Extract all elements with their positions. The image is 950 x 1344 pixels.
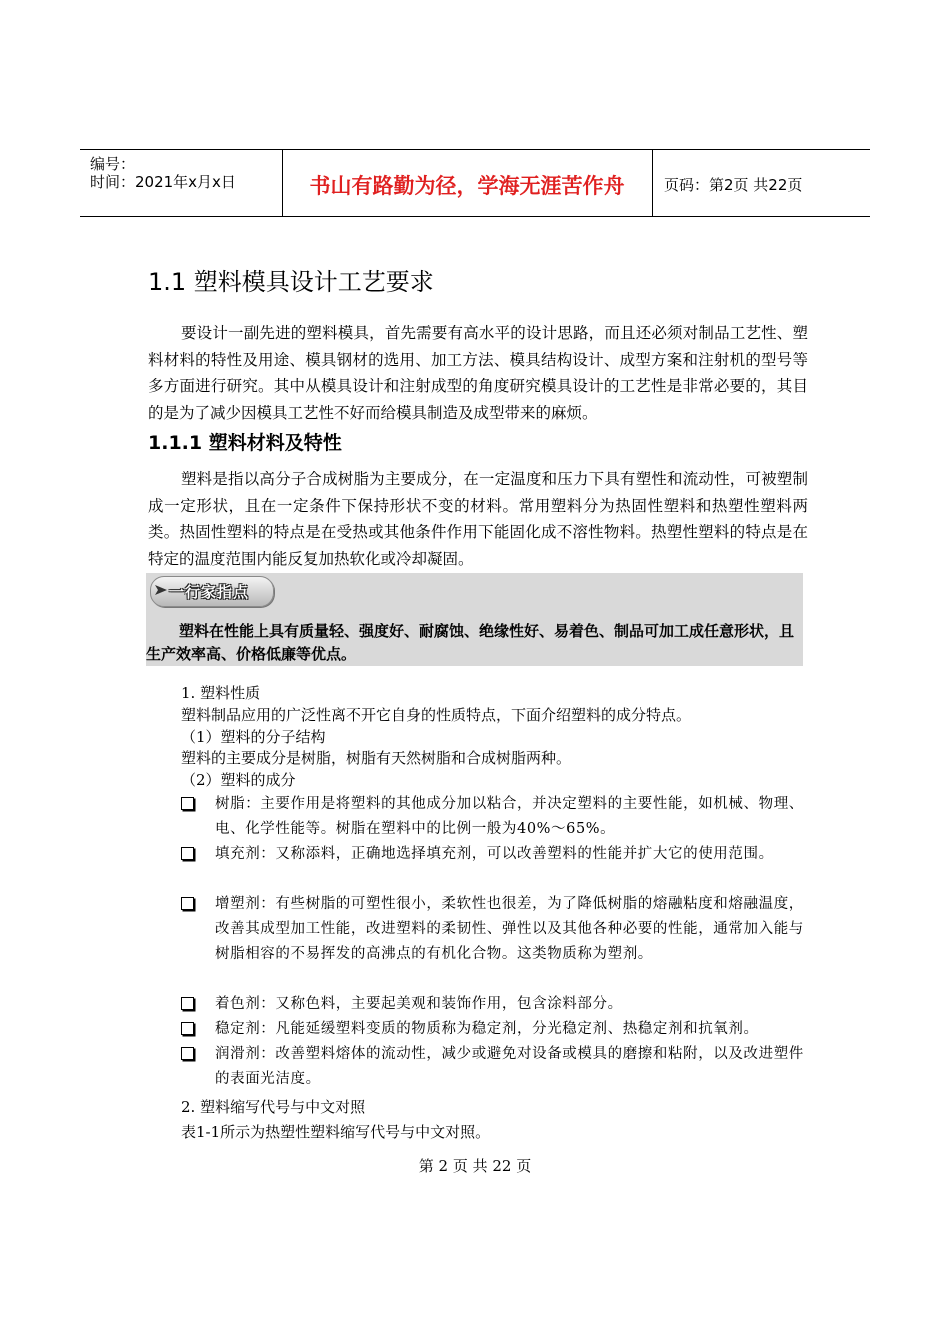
tip-callout xyxy=(146,573,803,666)
list-item-plasticizer: 增塑剂：有些树脂的可塑性很小，柔软性也很差，为了降低树脂的熔融粘度和熔融温度，改善其成型加工性能，改进塑料的柔韧性、弹性以及其他各种必要的性能，通常加入能与树脂相容的不易挥发的高沸点的有机化合物。这类物质称为塑剂。 xyxy=(215,896,804,962)
sub2-title: （2）塑料的成分 xyxy=(181,771,296,789)
tip-badge xyxy=(150,576,274,607)
sub1-title: （1）塑料的分子结构 xyxy=(181,728,326,746)
list-item-filler: 填充剂：又称添料，正确地选择填充剂，可以改善塑料的性能并扩大它的使用范围。 xyxy=(215,846,774,862)
doc-date: 时间：2021年x月x日 xyxy=(90,173,236,191)
section-intro-paragraph: 要设计一副先进的塑料模具，首先需要有高水平的设计思路，而且还必须对制品工艺性、塑料材料的特性及用途、模具钢材的选用、加工方法、模具结构设计、成型方案和注射机的型号等多方面进行研究。其中从模具设计和注射成型的角度研究模具设计的工艺性是非常必要的，其目的是为了减少因模具工艺性不好而给模具制造及成型带来的麻烦。 xyxy=(148,324,808,422)
list-item-resin: 树脂：主要作用是将塑料的其他成分加以粘合，并决定塑料的主要性能，如机械、物理、电、化学性能等。树脂在塑料中的比例一般为40%～65%。 xyxy=(215,796,804,837)
doc-number-label: 编号： xyxy=(90,155,136,173)
tip-text: 塑料在性能上具有质量轻、强度好、耐腐蚀、绝缘性好、易着色、制品可加工成任意形状，且生产效率高、价格低廉等优点。 xyxy=(146,622,795,663)
item2-desc: 表1-1所示为热塑性塑料缩写代号与中文对照。 xyxy=(181,1123,491,1141)
item1-title: 1. 塑料性质 xyxy=(181,684,261,702)
section-title: 1.1 塑料模具设计工艺要求 xyxy=(148,268,434,296)
list-item-colorant: 着色剂：又称色料，主要起美观和装饰作用，包含涂料部分。 xyxy=(215,996,623,1012)
checkbox-bullet-icon xyxy=(181,997,194,1010)
header-bottom-rule xyxy=(80,216,870,217)
header-page-code: 页码：第2页 共22页 xyxy=(664,176,803,194)
checkbox-bullet-icon xyxy=(181,1047,194,1060)
header-divider-2 xyxy=(652,149,653,217)
header-motto: 书山有路勤为径，学海无涯苦作舟 xyxy=(309,174,625,198)
checkbox-bullet-icon xyxy=(181,847,194,860)
list-item-stabilizer: 稳定剂：凡能延缓塑料变质的物质称为稳定剂，分光稳定剂、热稳定剂和抗氧剂。 xyxy=(215,1021,759,1037)
pointer-icon xyxy=(154,583,168,597)
header-top-rule xyxy=(80,149,870,150)
tip-badge-label: 一行家指点 xyxy=(169,583,250,601)
item1-desc: 塑料制品应用的广泛性离不开它自身的性质特点，下面介绍塑料的成分特点。 xyxy=(181,706,692,724)
checkbox-bullet-icon xyxy=(181,897,194,910)
page-footer: 第 2 页 共 22 页 xyxy=(418,1157,532,1175)
subsection-paragraph: 塑料是指以高分子合成树脂为主要成分，在一定温度和压力下具有塑性和流动性，可被塑制成一定形状，且在一定条件下保持形状不变的材料。常用塑料分为热固性塑料和热塑性塑料两类。热固性塑料的特点是在受热或其他条件作用下能固化成不溶性物料。热塑性塑料的特点是在特定的温度范围内能反复加热软化或冷却凝固。 xyxy=(148,470,808,568)
item2-title: 2. 塑料缩写代号与中文对照 xyxy=(181,1098,366,1116)
subsection-title: 1.1.1 塑料材料及特性 xyxy=(148,432,342,454)
sub1-desc: 塑料的主要成分是树脂，树脂有天然树脂和合成树脂两种。 xyxy=(181,749,572,767)
checkbox-bullet-icon xyxy=(181,797,194,810)
list-item-lubricant: 润滑剂：改善塑料熔体的流动性，减少或避免对设备或模具的磨擦和粘附，以及改进塑件的表面光洁度。 xyxy=(215,1046,804,1087)
checkbox-bullet-icon xyxy=(181,1022,194,1035)
